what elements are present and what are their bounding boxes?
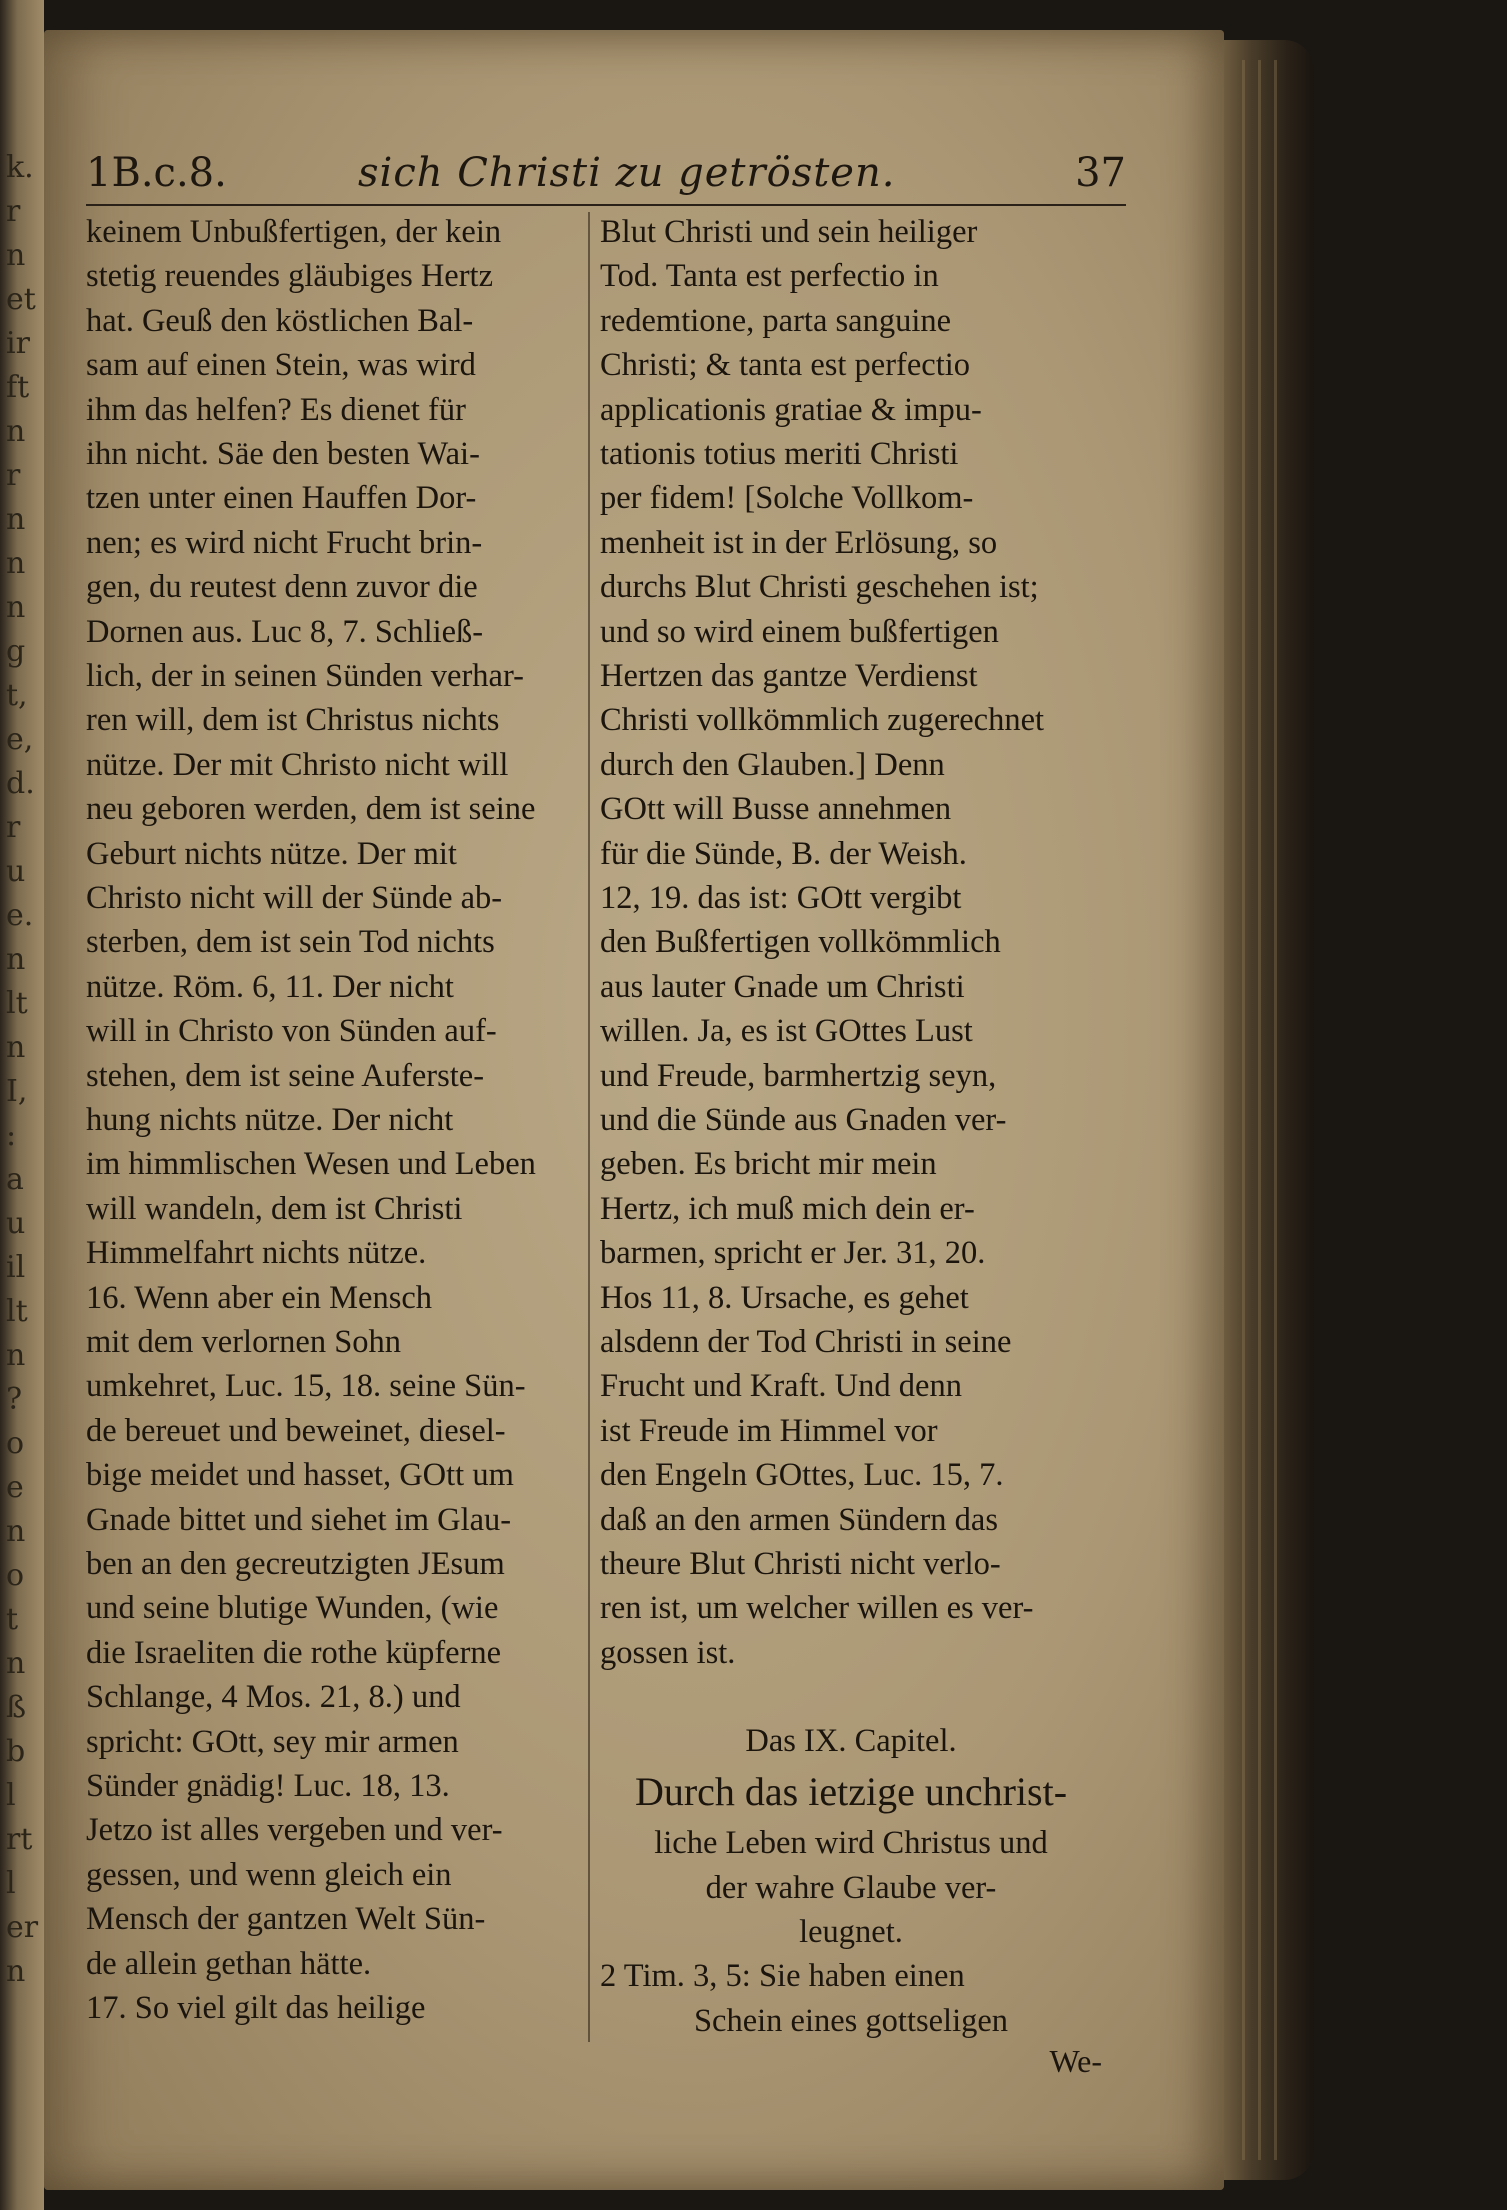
- margin-fragment: il: [6, 1250, 26, 1285]
- text-line: Hos 11, 8. Ursache, es gehet: [600, 1279, 969, 1316]
- margin-fragment: o: [6, 1558, 25, 1593]
- text-line: de bereuet und beweinet, diesel-: [86, 1412, 506, 1449]
- text-line: für die Sünde, B. der Weish.: [600, 835, 967, 872]
- margin-fragment: l: [6, 1778, 16, 1813]
- text-line: Christi vollkömmlich zugerechnet: [600, 702, 1045, 739]
- margin-fragment: ir: [6, 326, 30, 361]
- margin-fragment: l: [6, 1866, 16, 1901]
- text-line: will in Christo von Sünden auf-: [86, 1013, 497, 1050]
- margin-fragment: r: [6, 458, 21, 493]
- margin-fragment: u: [6, 1206, 26, 1241]
- margin-fragment: g: [6, 634, 26, 669]
- header-book-chapter: 1B.c.8.: [86, 150, 227, 196]
- text-line: 2 Tim. 3, 5: Sie haben einen: [600, 1958, 965, 1995]
- margin-fragment: b: [6, 1734, 26, 1769]
- margin-fragment: er: [6, 1910, 39, 1945]
- margin-fragment: n: [6, 414, 26, 449]
- margin-fragment: n: [6, 238, 26, 273]
- text-line: ihm das helfen? Es dienet für: [86, 391, 466, 428]
- text-line: Blut Christi und sein heiliger: [600, 214, 978, 250]
- column-divider: [588, 212, 590, 2042]
- text-line: ren ist, um welcher willen es ver-: [600, 1590, 1034, 1627]
- text-line: aus lauter Gnade um Christi: [600, 968, 965, 1005]
- margin-fragment: n: [6, 1338, 26, 1373]
- margin-fragment: k.: [6, 150, 34, 185]
- text-line: 16. Wenn aber ein Mensch: [86, 1279, 433, 1316]
- text-line: die Israeliten die rothe küpferne: [86, 1634, 502, 1671]
- margin-fragment: a: [6, 1162, 24, 1197]
- text-line: und so wird einem bußfertigen: [600, 613, 999, 650]
- margin-fragment: lt: [6, 986, 28, 1021]
- text-line: Geburt nichts nütze. Der mit: [86, 835, 457, 872]
- text-line: nütze. Der mit Christo nicht will: [86, 746, 509, 783]
- text-line: theure Blut Christi nicht verlo-: [600, 1546, 1001, 1582]
- text-line: Frucht und Kraft. Und denn: [600, 1368, 962, 1405]
- book-edge: [1224, 40, 1314, 2180]
- text-line: Himmelfahrt nichts nütze.: [86, 1235, 427, 1272]
- margin-fragment: n: [6, 1954, 26, 1989]
- text-line: spricht: GOtt, sey mir armen: [86, 1723, 459, 1760]
- text-line: de allein gethan hätte.: [86, 1945, 372, 1982]
- text-line: Schlange, 4 Mos. 21, 8.) und: [86, 1679, 461, 1716]
- text-line: nen; es wird nicht Frucht brin-: [86, 524, 483, 561]
- margin-fragment: ?: [6, 1382, 23, 1417]
- chapter-title-line: leugnet.: [799, 1914, 903, 1950]
- text-line: gen, du reutest denn zuvor die: [86, 569, 478, 606]
- text-line: geben. Es bricht mir mein: [600, 1146, 937, 1183]
- text-line: hat. Geuß den köstlichen Bal-: [86, 302, 474, 339]
- text-line: den Engeln GOttes, Luc. 15, 7.: [600, 1457, 1004, 1494]
- text-line: den Bußfertigen vollkömmlich: [600, 924, 1001, 961]
- text-line: umkehret, Luc. 15, 18. seine Sün-: [86, 1368, 526, 1405]
- margin-fragment: ß: [6, 1690, 27, 1725]
- text-line: Schein eines gottseligen: [693, 2002, 1009, 2039]
- text-line: Tod. Tanta est perfectio in: [600, 258, 939, 295]
- text-line: ist Freude im Himmel vor: [600, 1412, 938, 1449]
- text-line: barmen, spricht er Jer. 31, 20.: [600, 1235, 986, 1272]
- text-line: Jetzo ist alles vergeben und ver-: [86, 1812, 503, 1849]
- text-line: im himmlischen Wesen und Leben: [86, 1146, 536, 1183]
- margin-fragment: n: [6, 590, 26, 625]
- text-line: gessen, und wenn gleich ein: [86, 1856, 452, 1893]
- text-line: und seine blutige Wunden, (wie: [86, 1590, 499, 1627]
- margin-fragment: r: [6, 810, 21, 845]
- chapter-title-line: Durch das ietzige unchrist-: [634, 1769, 1068, 1815]
- margin-fragment: ft: [6, 370, 30, 405]
- margin-fragment: e,: [6, 722, 34, 757]
- margin-fragment: n: [6, 942, 26, 977]
- margin-fragment: o: [6, 1426, 25, 1461]
- previous-page-edge: [0, 0, 44, 2210]
- margin-fragment: n: [6, 1030, 26, 1065]
- text-line: ren will, dem ist Christus nichts: [86, 702, 500, 739]
- margin-fragment: e.: [6, 898, 34, 933]
- text-line: Hertzen das gantze Verdienst: [600, 658, 978, 694]
- text-line: ihn nicht. Säe den besten Wai-: [86, 436, 480, 472]
- catchword: We-: [1049, 2043, 1102, 2080]
- text-line: gossen ist.: [600, 1634, 736, 1671]
- text-line: alsdenn der Tod Christi in seine: [600, 1324, 1012, 1360]
- margin-fragment: u: [6, 854, 26, 889]
- text-line: tationis totius meriti Christi: [600, 436, 959, 472]
- margin-fragment: et: [6, 282, 36, 317]
- text-line: daß an den armen Sündern das: [600, 1501, 998, 1538]
- text-line: GOtt will Busse annehmen: [600, 791, 952, 828]
- margin-fragment: r: [6, 194, 21, 229]
- text-line: Dornen aus. Luc 8, 7. Schließ-: [86, 613, 484, 650]
- running-header: [86, 150, 1126, 200]
- chapter-title-line: der wahre Glaube ver-: [705, 1869, 997, 1906]
- text-line: mit dem verlornen Sohn: [86, 1324, 402, 1360]
- header-title: sich Christi zu getrösten.: [358, 150, 896, 196]
- text-line: hung nichts nütze. Der nicht: [86, 1102, 454, 1138]
- text-line: sterben, dem ist sein Tod nichts: [86, 924, 495, 961]
- text-line: Christi; & tanta est perfectio: [600, 347, 971, 384]
- text-line: Hertz, ich muß mich dein er-: [600, 1190, 975, 1227]
- text-line: nütze. Röm. 6, 11. Der nicht: [86, 968, 454, 1005]
- text-line: neu geboren werden, dem ist seine: [86, 791, 536, 828]
- text-line: applicationis gratiae & impu-: [600, 391, 982, 428]
- text-line: Sünder gnädig! Luc. 18, 13.: [86, 1768, 450, 1804]
- text-line: lich, der in seinen Sünden verhar-: [86, 658, 524, 694]
- margin-fragment: I,: [6, 1074, 28, 1109]
- margin-fragment: d.: [6, 766, 35, 801]
- margin-fragment: n: [6, 502, 26, 537]
- text-line: Mensch der gantzen Welt Sün-: [86, 1901, 486, 1938]
- text-line: Gnade bittet und siehet im Glau-: [86, 1501, 512, 1538]
- text-line: 12, 19. das ist: GOtt vergibt: [600, 880, 962, 916]
- text-line: durchs Blut Christi geschehen ist;: [600, 569, 1039, 606]
- margin-fragment: t,: [6, 678, 28, 713]
- text-line: stehen, dem ist seine Auferste-: [86, 1057, 485, 1094]
- text-line: willen. Ja, es ist GOttes Lust: [600, 1013, 973, 1050]
- header-rule: [86, 204, 1126, 206]
- margin-fragment: :: [6, 1118, 17, 1153]
- chapter-title-line: liche Leben wird Christus und: [654, 1825, 1048, 1862]
- text-line: stetig reuendes gläubiges Hertz: [86, 258, 494, 295]
- chapter-heading: Das IX. Capitel.: [745, 1723, 957, 1760]
- text-line: ben an den gecreutzigten JEsum: [86, 1546, 505, 1582]
- text-line: sam auf einen Stein, was wird: [86, 347, 476, 384]
- text-line: bige meidet und hasset, GOtt um: [86, 1457, 514, 1494]
- text-line: 17. So viel gilt das heilige: [86, 1990, 426, 2026]
- margin-fragment: t: [6, 1602, 19, 1637]
- margin-fragment: n: [6, 546, 26, 581]
- margin-fragment: n: [6, 1646, 26, 1681]
- text-line: will wandeln, dem ist Christi: [86, 1190, 463, 1227]
- page-number: 37: [1075, 150, 1126, 196]
- margin-fragment: rt: [6, 1822, 33, 1857]
- margin-fragment: n: [6, 1514, 26, 1549]
- text-line: und Freude, barmhertzig seyn,: [600, 1057, 997, 1094]
- margin-fragment: lt: [6, 1294, 28, 1329]
- text-line: per fidem! [Solche Vollkom-: [600, 480, 974, 517]
- margin-fragment: e: [6, 1470, 24, 1505]
- text-line: redemtione, parta sanguine: [600, 302, 952, 339]
- text-line: und die Sünde aus Gnaden ver-: [600, 1102, 1007, 1138]
- text-line: durch den Glauben.] Denn: [600, 746, 945, 783]
- text-line: menheit ist in der Erlösung, so: [600, 524, 998, 561]
- text-line: Christo nicht will der Sünde ab-: [86, 880, 503, 916]
- text-line: keinem Unbußfertigen, der kein: [86, 214, 502, 250]
- text-line: tzen unter einen Hauffen Dor-: [86, 480, 477, 517]
